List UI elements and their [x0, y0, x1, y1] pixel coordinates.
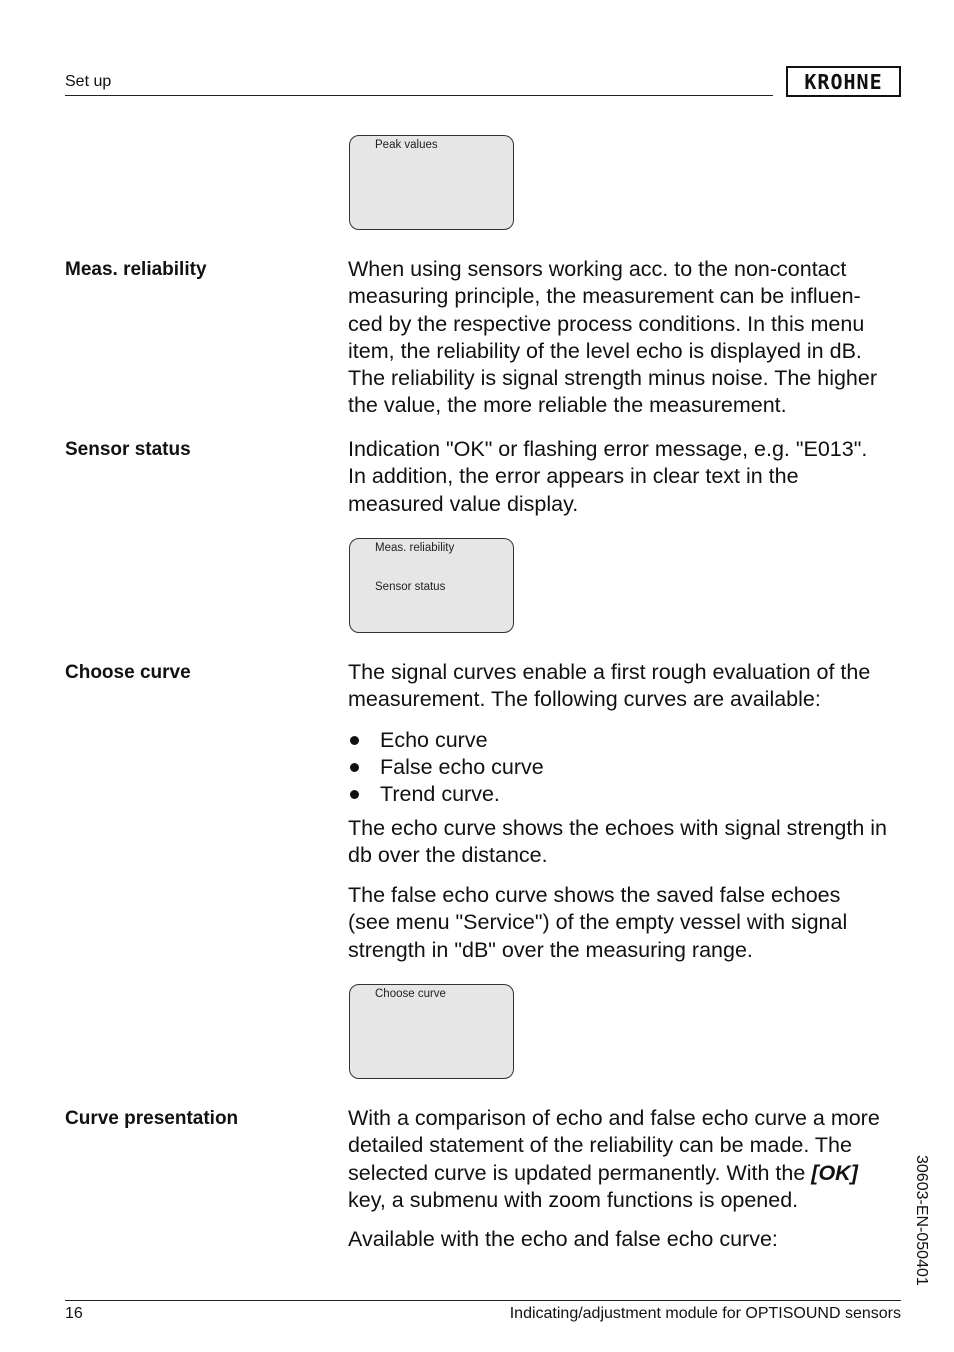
curve-presentation-text [348, 1105, 898, 1214]
header-divider [65, 95, 773, 96]
list-item-label: Echo curve [380, 728, 488, 752]
text-line: With a comparison of echo and false echo curve a more [348, 1106, 880, 1130]
curve-presentation-availability: Available with the echo and false echo curve: [348, 1227, 778, 1251]
text-line: (see menu "Service") of the empty vessel with signal [348, 910, 848, 935]
display-line: Choose curve [375, 988, 446, 1000]
text-line: The echo curve shows the echoes with signal strength in [348, 816, 887, 840]
heading-choose-curve: Choose curve [65, 662, 191, 683]
krohne-logo [786, 66, 901, 97]
footer-title: Indicating/adjustment module for OPTISOUND sensors [509, 1305, 901, 1322]
text-line: The signal curves enable a first rough evaluation of the [348, 660, 871, 684]
curve-list [348, 727, 908, 808]
text-line: The false echo curve shows the saved false echoes [348, 883, 841, 907]
heading-curve-presentation: Curve presentation [65, 1108, 239, 1129]
text-line [348, 1160, 898, 1187]
list-item-label: Trend curve. [380, 782, 500, 806]
text-line: Indication "OK" or flashing error message, e.g. "E013". [348, 437, 868, 461]
ok-key-label: [OK] [811, 1160, 858, 1185]
text-line: ced by the respective process conditions. In this menu [348, 311, 865, 336]
list-item [348, 781, 908, 808]
text-line: detailed statement of the reliability can be made. The [348, 1133, 852, 1158]
text-line: item, the reliability of the level echo is displayed in dB. [348, 338, 862, 363]
text-line: measured value display. [348, 491, 579, 516]
sensor-status-text [348, 436, 908, 518]
text-line: db over the distance. [348, 843, 548, 868]
display-line: Sensor status [375, 581, 446, 593]
choose-curve-intro [348, 659, 908, 714]
logo-text: KROHNE [804, 69, 883, 94]
footer-divider [65, 1300, 901, 1301]
display-line: Peak values [375, 139, 438, 151]
bullet-icon [350, 763, 359, 772]
header-section-label: Set up [65, 73, 112, 90]
text-line: measurement. The following curves are available: [348, 687, 821, 712]
bullet-icon [350, 790, 359, 799]
text-line: measuring principle, the measurement can be influen- [348, 284, 861, 309]
heading-sensor-status: Sensor status [65, 439, 191, 460]
text-line: the value, the more reliable the measurement. [348, 393, 787, 418]
bullet-icon [350, 736, 359, 745]
text-line: When using sensors working acc. to the non-contact [348, 257, 847, 281]
document-code: 30603-EN-050401 [913, 1155, 930, 1286]
text-line: key, a submenu with zoom functions is opened. [348, 1187, 799, 1212]
heading-meas-reliability: Meas. reliability [65, 259, 207, 280]
display-reliability-status [349, 538, 514, 633]
page-number: 16 [65, 1305, 83, 1322]
display-line: Meas. reliability [375, 542, 455, 554]
display-peak-values [349, 135, 514, 230]
list-item [348, 754, 908, 781]
list-item [348, 727, 908, 754]
list-item-label: False echo curve [380, 755, 544, 779]
text-line: The reliability is signal strength minus noise. The higher [348, 366, 878, 391]
text-line: strength in "dB" over the measuring range. [348, 937, 753, 962]
meas-reliability-text [348, 256, 908, 420]
text-line: In addition, the error appears in clear text in the [348, 464, 799, 489]
display-choose-curve [349, 984, 514, 1079]
echo-curve-description [348, 815, 908, 870]
text-fragment: selected curve is updated permanently. With the [348, 1160, 812, 1185]
false-echo-curve-description [348, 882, 908, 964]
